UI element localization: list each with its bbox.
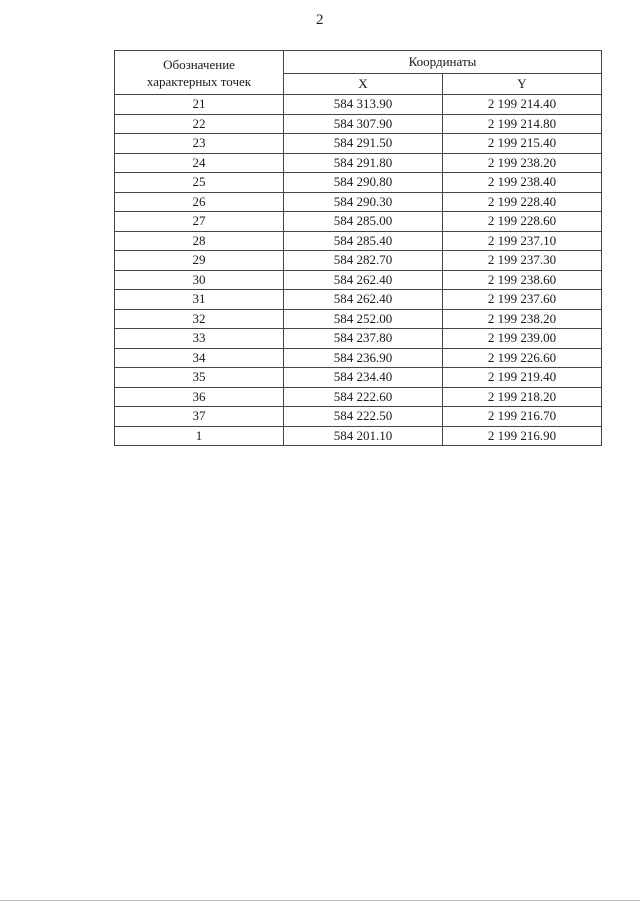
y-cell: 2 199 218.20 [443, 387, 602, 407]
point-cell: 22 [115, 114, 284, 134]
point-cell: 1 [115, 426, 284, 446]
table-body [115, 95, 602, 446]
x-cell: 584 262.40 [284, 290, 443, 310]
point-cell: 21 [115, 95, 284, 115]
table-row [115, 251, 602, 271]
points-header [115, 51, 284, 95]
point-cell: 35 [115, 368, 284, 388]
y-cell: 2 199 226.60 [443, 348, 602, 368]
point-cell: 25 [115, 173, 284, 193]
point-cell: 26 [115, 192, 284, 212]
y-cell: 2 199 239.00 [443, 329, 602, 349]
point-cell: 28 [115, 231, 284, 251]
coordinates-header: Координаты [284, 51, 602, 74]
y-cell: 2 199 216.90 [443, 426, 602, 446]
point-cell: 36 [115, 387, 284, 407]
y-cell: 2 199 237.10 [443, 231, 602, 251]
table-row [115, 153, 602, 173]
y-header: Y [443, 74, 602, 95]
x-cell: 584 291.50 [284, 134, 443, 154]
table-row [115, 348, 602, 368]
y-cell: 2 199 238.20 [443, 153, 602, 173]
table-row [115, 407, 602, 427]
points-header-line1: Обозначение [163, 56, 235, 72]
y-cell: 2 199 237.60 [443, 290, 602, 310]
scan-edge-line [0, 900, 640, 901]
x-cell: 584 291.80 [284, 153, 443, 173]
points-header-line2: характерных точек [146, 73, 252, 89]
x-cell: 584 234.40 [284, 368, 443, 388]
table-row [115, 212, 602, 232]
x-cell: 584 262.40 [284, 270, 443, 290]
x-cell: 584 222.60 [284, 387, 443, 407]
x-cell: 584 282.70 [284, 251, 443, 271]
table-header [115, 51, 602, 95]
y-cell: 2 199 214.40 [443, 95, 602, 115]
table-row [115, 309, 602, 329]
point-cell: 33 [115, 329, 284, 349]
point-cell: 27 [115, 212, 284, 232]
table-row [115, 329, 602, 349]
x-cell: 584 285.00 [284, 212, 443, 232]
point-cell: 32 [115, 309, 284, 329]
y-cell: 2 199 228.40 [443, 192, 602, 212]
x-cell: 584 222.50 [284, 407, 443, 427]
x-cell: 584 237.80 [284, 329, 443, 349]
x-cell: 584 236.90 [284, 348, 443, 368]
y-cell: 2 199 238.20 [443, 309, 602, 329]
point-cell: 23 [115, 134, 284, 154]
point-cell: 30 [115, 270, 284, 290]
x-cell: 584 313.90 [284, 95, 443, 115]
table-row [115, 231, 602, 251]
y-cell: 2 199 214.80 [443, 114, 602, 134]
table-row [115, 173, 602, 193]
page-number: 2 [316, 12, 324, 28]
coordinates-table [114, 50, 602, 446]
table-row [115, 290, 602, 310]
table-row [115, 95, 602, 115]
point-cell: 37 [115, 407, 284, 427]
x-cell: 584 201.10 [284, 426, 443, 446]
y-cell: 2 199 219.40 [443, 368, 602, 388]
table-row [115, 114, 602, 134]
y-cell: 2 199 238.60 [443, 270, 602, 290]
x-header: X [284, 74, 443, 95]
table-header-row [115, 51, 602, 74]
y-cell: 2 199 238.40 [443, 173, 602, 193]
x-cell: 584 307.90 [284, 114, 443, 134]
point-cell: 29 [115, 251, 284, 271]
x-cell: 584 252.00 [284, 309, 443, 329]
table-row [115, 368, 602, 388]
table-row [115, 387, 602, 407]
y-cell: 2 199 237.30 [443, 251, 602, 271]
x-cell: 584 290.80 [284, 173, 443, 193]
point-cell: 31 [115, 290, 284, 310]
table-row [115, 134, 602, 154]
x-cell: 584 290.30 [284, 192, 443, 212]
table-row [115, 192, 602, 212]
table-row [115, 426, 602, 446]
y-cell: 2 199 215.40 [443, 134, 602, 154]
x-cell: 584 285.40 [284, 231, 443, 251]
point-cell: 34 [115, 348, 284, 368]
table-row [115, 270, 602, 290]
point-cell: 24 [115, 153, 284, 173]
y-cell: 2 199 216.70 [443, 407, 602, 427]
y-cell: 2 199 228.60 [443, 212, 602, 232]
